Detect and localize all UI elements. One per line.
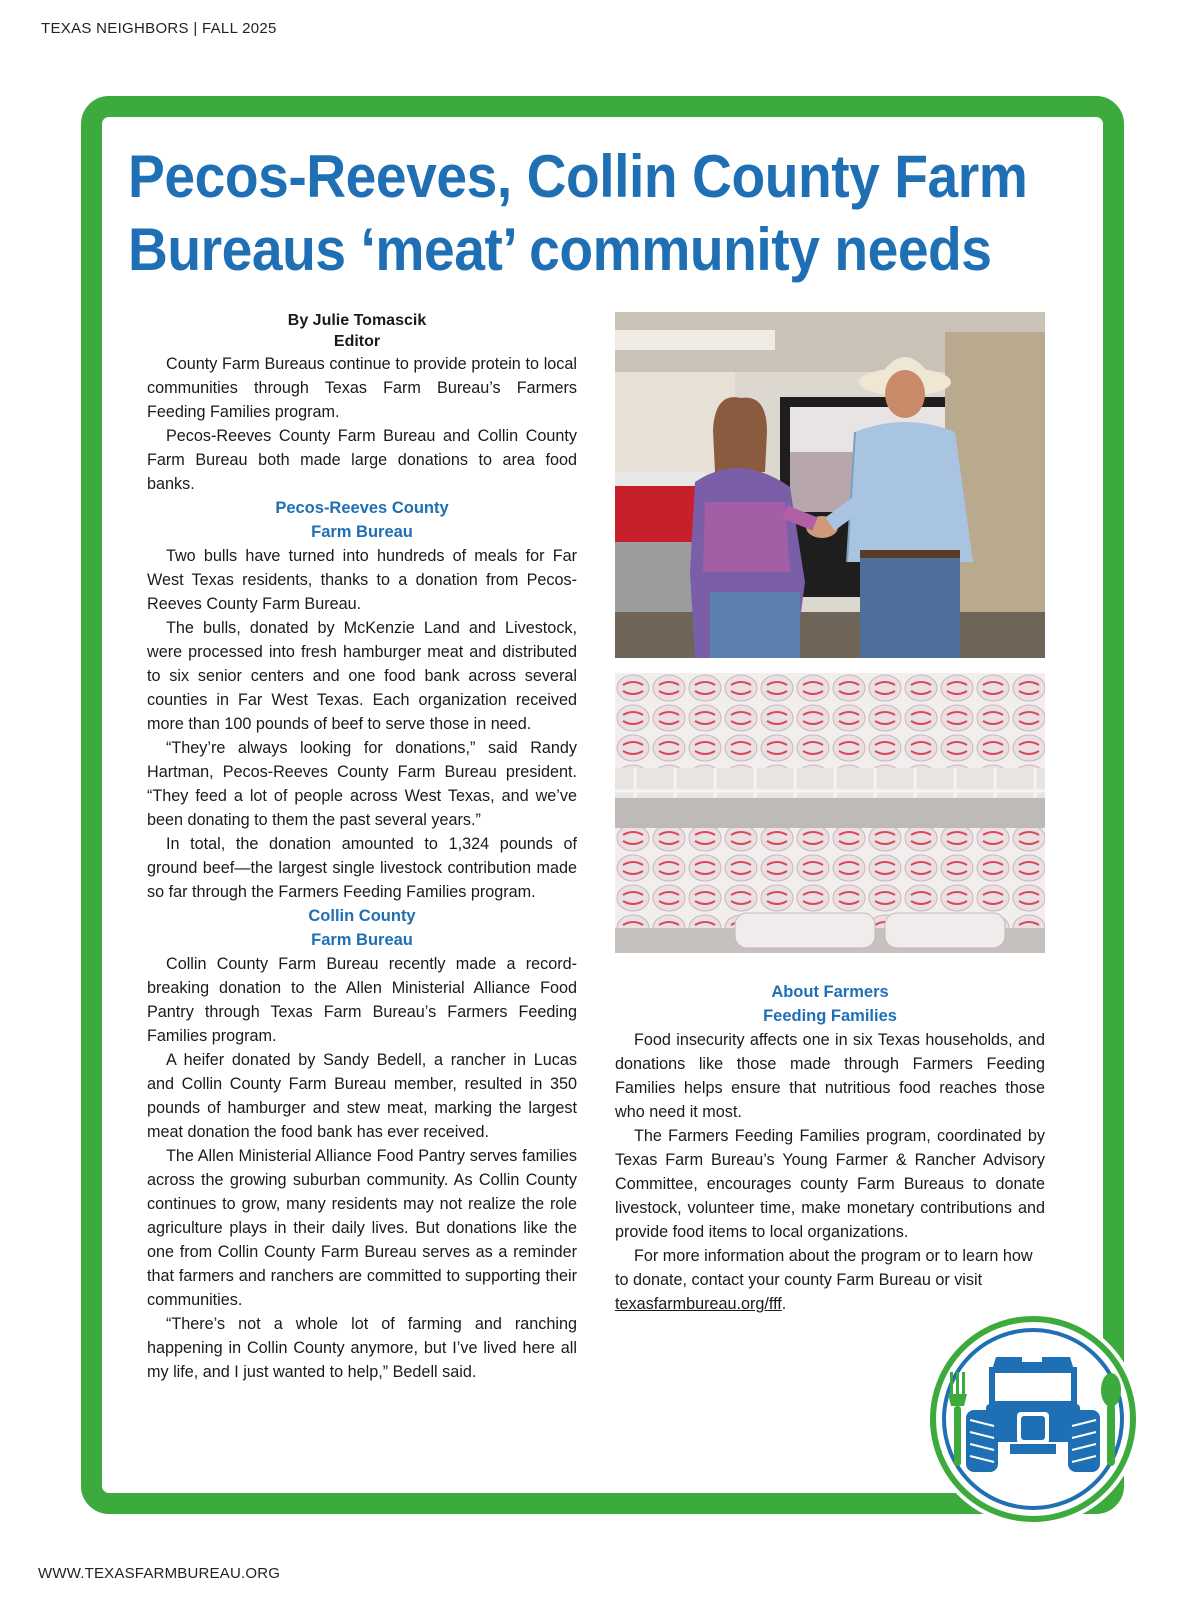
section-heading-line: Pecos-Reeves County: [275, 499, 449, 517]
article-headline: [128, 140, 1103, 286]
body-paragraph: A heifer donated by Sandy Bedell, a rancher in Lucas and Collin County Farm Bureau member, resulted in 350 pounds of hamburger and stew meat, marking the largest meat donation the food bank has ever received.: [147, 1051, 577, 1141]
body-paragraph: The bulls, donated by McKenzie Land and Livestock, were processed into fresh hamburger meat and distributed to six senior centers and one food bank across several counties in Far West Texas. Each organization received more than 100 pounds of beef to serve those in need.: [147, 619, 577, 733]
section-heading-line: Collin County: [308, 907, 416, 925]
running-head: TEXAS NEIGHBORS | FALL 2025: [41, 20, 277, 37]
intro-paragraph: County Farm Bureaus continue to provide protein to local communities through Texas Farm Bureau’s Farmers Feeding Families program.: [147, 355, 577, 421]
intro-paragraph: Pecos-Reeves County Farm Bureau and Collin County Farm Bureau both made large donations to area food banks.: [147, 427, 577, 493]
logo-graphic: [926, 1312, 1140, 1526]
section-heading-pecos: [147, 496, 577, 544]
section-heading-line: About Farmers: [771, 983, 889, 1001]
freezer-photo-illustration: [615, 673, 1045, 953]
headline-line-1: Pecos-Reeves, Collin County Farm: [128, 143, 1028, 210]
body-paragraph: The Allen Ministerial Alliance Food Pantry serves families across the growing suburban community. As Collin County continues to grow, many residents may not realize the role agriculture plays in their daily lives. But donations like the one from Collin County Farm Bureau serves as a reminder that farmers and ranchers are committed to supporting their communities.: [147, 1147, 577, 1309]
body-paragraph: Collin County Farm Bureau recently made a record-breaking donation to the Allen Ministerial Alliance Food Pantry through Texas Farm Bureau’s Farmers Feeding Families program.: [147, 955, 577, 1045]
program-link[interactable]: texasfarmbureau.org/fff: [615, 1295, 782, 1313]
farmers-feeding-families-logo: [926, 1312, 1140, 1526]
handshake-photo-illustration: [615, 312, 1045, 658]
section-heading-collin: [147, 904, 577, 952]
left-column: [147, 310, 577, 1384]
section-heading-about: [615, 980, 1045, 1028]
body-paragraph: The Farmers Feeding Families program, coordinated by Texas Farm Bureau’s Young Farmer & Rancher Advisory Committee, encourages county Farm Bureaus to donate livestock, volunteer time, make monetary contributions and provide food items to local organizations.: [615, 1127, 1045, 1241]
right-column: [615, 980, 1045, 1316]
body-paragraph: Two bulls have turned into hundreds of meals for Far West Texas residents, thanks to a donation from Pecos-Reeves County Farm Bureau.: [147, 547, 577, 613]
body-paragraph: Food insecurity affects one in six Texas households, and donations like those made through Farmers Feeding Families helps ensure that nutritious food reaches those who need it most.: [615, 1031, 1045, 1121]
byline: [147, 310, 577, 352]
headline-line-2: Bureaus ‘meat’ community needs: [128, 216, 992, 283]
body-paragraph: “There’s not a whole lot of farming and ranching happening in Collin County anymore, but I’ve lived here all my life, and I just wanted to help,” Bedell said.: [147, 1315, 577, 1381]
closing-text: For more information about the program or to learn how to donate, contact your county Farm Bureau or visit: [615, 1247, 1033, 1289]
footer-url: WWW.TEXASFARMBUREAU.ORG: [38, 1565, 281, 1582]
handshake-photo: [615, 312, 1045, 658]
body-paragraph: “They’re always looking for donations,” said Randy Hartman, Pecos-Reeves County Farm Bureau president. “They feed a lot of people across West Texas, and we’ve been donating to them the past several years.”: [147, 739, 577, 829]
section-heading-line: Farm Bureau: [311, 523, 413, 541]
byline-name: By Julie Tomascik: [287, 312, 427, 329]
body-paragraph: In total, the donation amounted to 1,324 pounds of ground beef—the largest single livestock contribution made so far through the Farmers Feeding Families program.: [147, 835, 577, 901]
ground-beef-freezer-photo: [615, 673, 1045, 953]
section-heading-line: Farm Bureau: [311, 931, 413, 949]
closing-end: .: [781, 1295, 787, 1313]
section-heading-line: Feeding Families: [763, 1007, 897, 1025]
byline-role: Editor: [333, 333, 381, 350]
closing-paragraph: [615, 1244, 1045, 1316]
